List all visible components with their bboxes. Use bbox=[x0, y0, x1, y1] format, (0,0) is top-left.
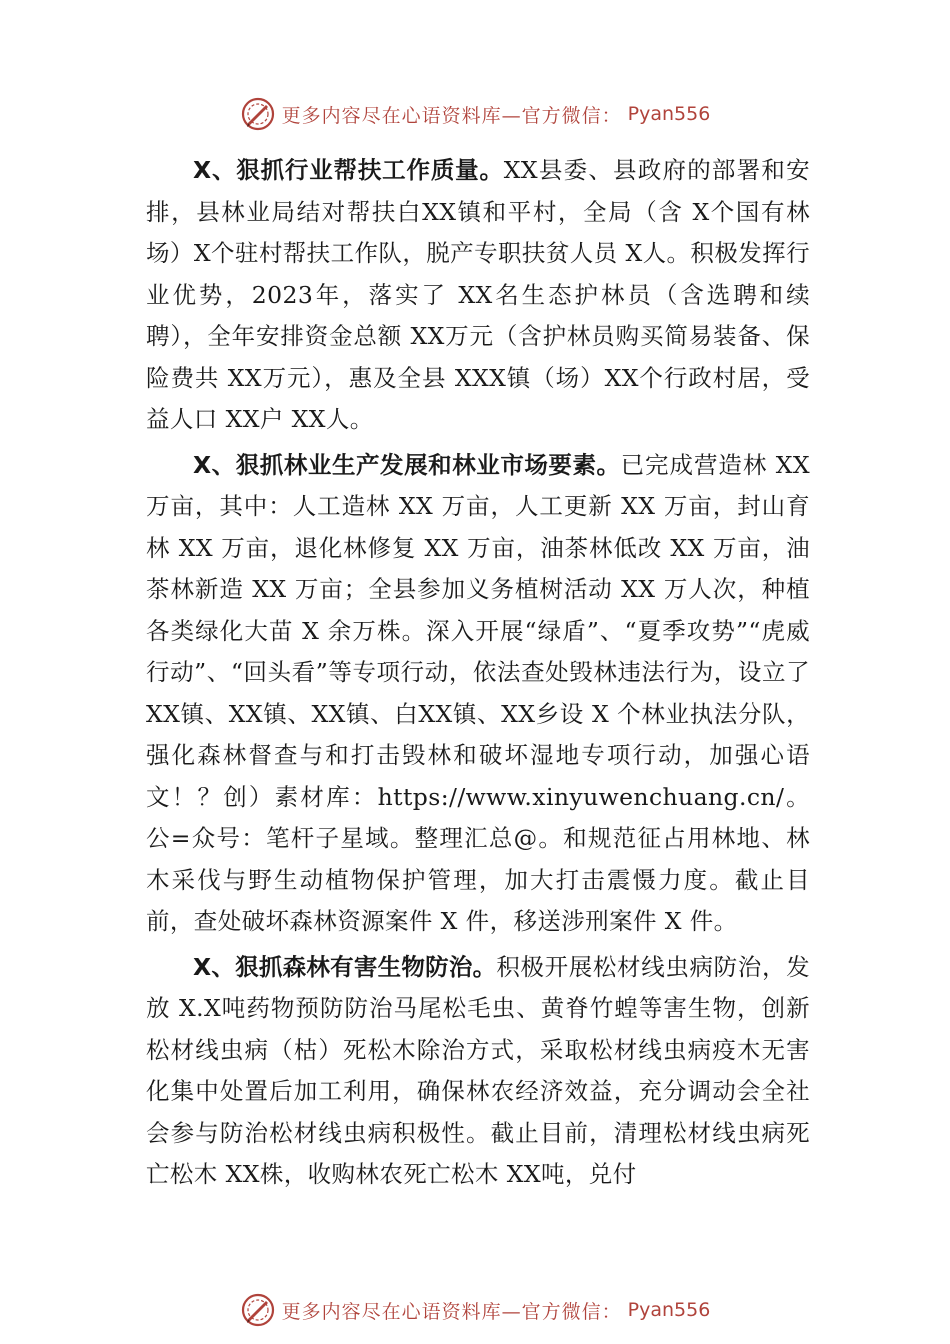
paragraph-3 bbox=[146, 947, 810, 1196]
header-banner-text: 更多内容尽在心语资料库—官方微信： bbox=[281, 104, 622, 127]
paragraph-1-text: XX县委、县政府的部署和安排，县林业局结对帮扶白XX镇和平村，全局（含 X个国有林场）X个驻村帮扶工作队，脱产专职扶贫人员 X人。积极发挥行业优势，2023年，落实了 XX名生态护林员（含选聘和续聘），全年安排资金总额 XX万元（含护林员购买简易装备、保险费共 XX万元），惠及全县 XXX镇（场）XX个行政村居，受益人口 XX户 XX人。 bbox=[146, 156, 810, 433]
footer-banner bbox=[0, 1290, 950, 1330]
header-banner bbox=[0, 94, 950, 134]
footer-banner-text: 更多内容尽在心语资料库—官方微信： bbox=[281, 1300, 622, 1323]
paragraph-1 bbox=[146, 150, 810, 441]
paragraph-1-heading: X、狠抓行业帮扶工作质量。 bbox=[193, 156, 504, 184]
paragraph-2 bbox=[146, 445, 810, 943]
header-banner-handle: Pyan556 bbox=[627, 103, 711, 125]
document-body bbox=[146, 150, 810, 1200]
paragraph-2-text: 已完成营造林 XX 万亩，其中：人工造林 XX 万亩，人工更新 XX 万亩，封山育林 XX 万亩，退化林修复 XX 万亩，油茶林低改 XX 万亩，油茶林新造 XX 万亩；全县参加义务植树活动 XX 万人次，种植各类绿化大苗 X 余万株。深入开展“绿盾”、“夏季攻势”“虎威行动”、“回头看”等专项行动，依法查处毁林违法行为，设立了XX镇、XX镇、XX镇、白XX镇、XX乡设 X 个林业执法分队，强化森林督查与和打击毁林和破坏湿地专项行动，加强心语文！？创）素材库：https://www.xinyuwenchuang.cn/。公=众号：笔杆子星域。整理汇总@。和规范征占用林地、林木采伐与野生动植物保护管理，加大打击震慑力度。截止目前，查处破坏森林资源案件 X 件，移送涉刑案件 X 件。 bbox=[146, 450, 810, 935]
paragraph-2-heading: X、狠抓林业生产发展和林业市场要素。 bbox=[193, 450, 621, 479]
brand-logo-icon bbox=[240, 96, 276, 132]
paragraph-3-text: 积极开展松材线虫病防治，发放 X.X吨药物预防防治马尾松毛虫、黄脊竹蝗等害生物，创新松材线虫病（枯）死松木除治方式，采取松材线虫病疫木无害化集中处置后加工利用，确保林农经济效益，充分调动会全社会参与防治松材线虫病积极性。截止目前，清理松材线虫病死亡松木 XX株，收购林农死亡松木 XX吨，兑付 bbox=[146, 952, 810, 1188]
paragraph-3-heading: X、狠抓森林有害生物防治。 bbox=[193, 952, 497, 981]
brand-logo-icon bbox=[240, 1292, 276, 1328]
footer-banner-handle: Pyan556 bbox=[627, 1299, 711, 1321]
